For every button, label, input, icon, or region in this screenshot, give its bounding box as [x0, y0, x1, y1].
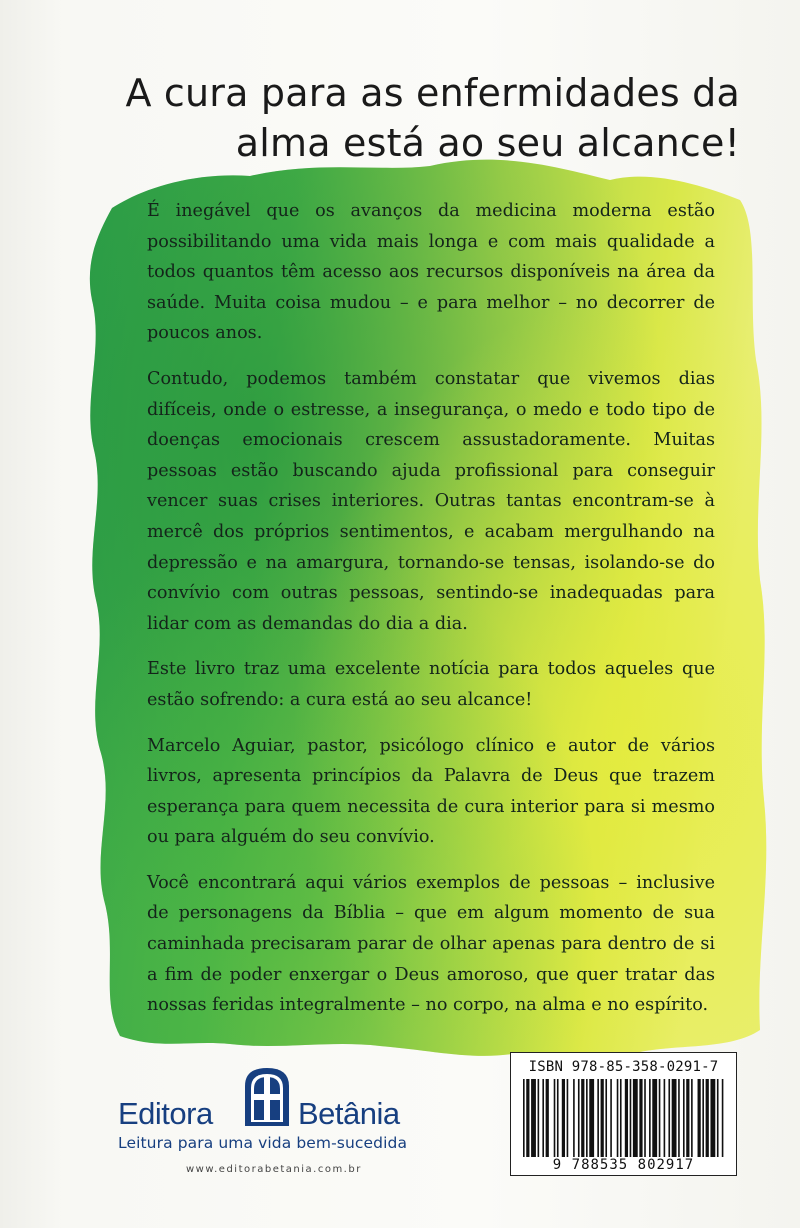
barcode-bar — [523, 1079, 525, 1157]
publisher-tagline: Leitura para uma vida bem-sucedida — [118, 1134, 408, 1152]
blurb-paragraph-1: É inegável que os avanços da medicina moderna estão possibilitando uma vida mais longa e com mais qualidade a todos quantos têm acesso aos recursos disponíveis na área da saúde. Muita coisa mudou – e para melhor – no decorrer de poucos anos. — [147, 201, 715, 344]
barcode-bar — [702, 1079, 704, 1157]
barcode-bar — [557, 1079, 559, 1157]
publisher-logo — [118, 1066, 418, 1196]
barcode-bar — [617, 1079, 619, 1157]
cross-window-icon — [239, 1066, 295, 1128]
isbn-label: ISBN 978-85-358-0291-7 — [528, 1059, 719, 1075]
isbn-barcode — [510, 1052, 737, 1176]
blurb-paragraph-2: Contudo, podemos também constatar que vivemos dias difíceis, onde o estresse, a insegurança, o medo e todo tipo de doenças emocionais crescem assustadoramente. Muitas pessoas estão buscando ajuda profissional para conseguir vencer suas crises interiores. Outras tantas encontram-se à mercê dos próprios sentimentos, e acabam mergulhando na depressão e na amargura, tornando-se tensas, isolando-se do convívio com outras pessoas, sentindo-se inadequadas para lidar com as demandas do dia a dia. — [147, 368, 715, 634]
blurb — [147, 196, 715, 1036]
barcode-bar — [644, 1079, 646, 1157]
barcode-bar — [586, 1079, 588, 1157]
barcode-bar — [630, 1079, 632, 1157]
barcode-bar — [672, 1079, 677, 1157]
barcode-bar — [531, 1079, 536, 1157]
barcode-bar — [639, 1079, 642, 1157]
barcode-bar — [554, 1079, 556, 1157]
barcode-bar — [581, 1079, 584, 1157]
barcode-bar — [722, 1079, 724, 1157]
barcode-digits: 9 788535 802917 — [552, 1157, 695, 1173]
barcode-bar — [706, 1079, 709, 1157]
barcode-bar — [664, 1079, 666, 1157]
barcode-bar — [573, 1079, 575, 1157]
barcode-bar — [717, 1079, 719, 1157]
barcode-bar — [542, 1079, 544, 1157]
headline — [120, 68, 740, 168]
publisher-name-left: Editora — [118, 1096, 213, 1131]
barcode-bar — [698, 1079, 701, 1157]
publisher-website: www.editorabetania.com.br — [186, 1164, 362, 1175]
barcode-bar — [526, 1079, 529, 1157]
publisher-name-right: Betânia — [298, 1096, 400, 1131]
headline-line-1: A cura para as enfermidades da — [125, 71, 740, 115]
barcode-bar — [620, 1079, 622, 1157]
barcode-bar — [683, 1079, 685, 1157]
barcode-bars — [523, 1079, 725, 1157]
barcode-bar — [668, 1079, 670, 1157]
barcode-bar — [567, 1079, 569, 1157]
barcode-bar — [652, 1079, 657, 1157]
barcode-bar — [625, 1079, 628, 1157]
barcode-bar — [538, 1079, 540, 1157]
barcode-bar — [649, 1079, 651, 1157]
barcode-bar — [710, 1079, 715, 1157]
barcode-bar — [601, 1079, 604, 1157]
barcode-bar — [633, 1079, 638, 1157]
barcode-bar — [562, 1079, 565, 1157]
blurb-paragraph-5: Você encontrará aqui vários exemplos de pessoas – inclusive de personagens da Bíblia – que em algum momento de sua caminhada precisaram parar de olhar apenas para dentro de si a fim de poder enxergar o Deus amoroso, que quer tratar das nossas feridas integralmente – no corpo, na alma e no espírito. — [147, 872, 715, 1016]
barcode-bar — [691, 1079, 693, 1157]
barcode-bar — [610, 1079, 612, 1157]
barcode-bar — [589, 1079, 594, 1157]
barcode-bar — [678, 1079, 680, 1157]
blurb-paragraph-4: Marcelo Aguiar, pastor, psicólogo clínico e autor de vários livros, apresenta princípios da Palavra de Deus que trazem esperança para quem necessita de cura interior para si mesmo ou para alguém do seu convívio. — [147, 735, 715, 848]
barcode-bar — [686, 1079, 689, 1157]
barcode-bar — [597, 1079, 599, 1157]
barcode-bar — [578, 1079, 580, 1157]
barcode-bar — [605, 1079, 607, 1157]
blurb-paragraph-3: Este livro traz uma excelente notícia para todos aqueles que estão sofrendo: a cura está ao seu alcance! — [147, 659, 715, 710]
barcode-bar — [659, 1079, 661, 1157]
headline-line-2: alma está ao seu alcance! — [235, 121, 740, 165]
barcode-bar — [546, 1079, 549, 1157]
